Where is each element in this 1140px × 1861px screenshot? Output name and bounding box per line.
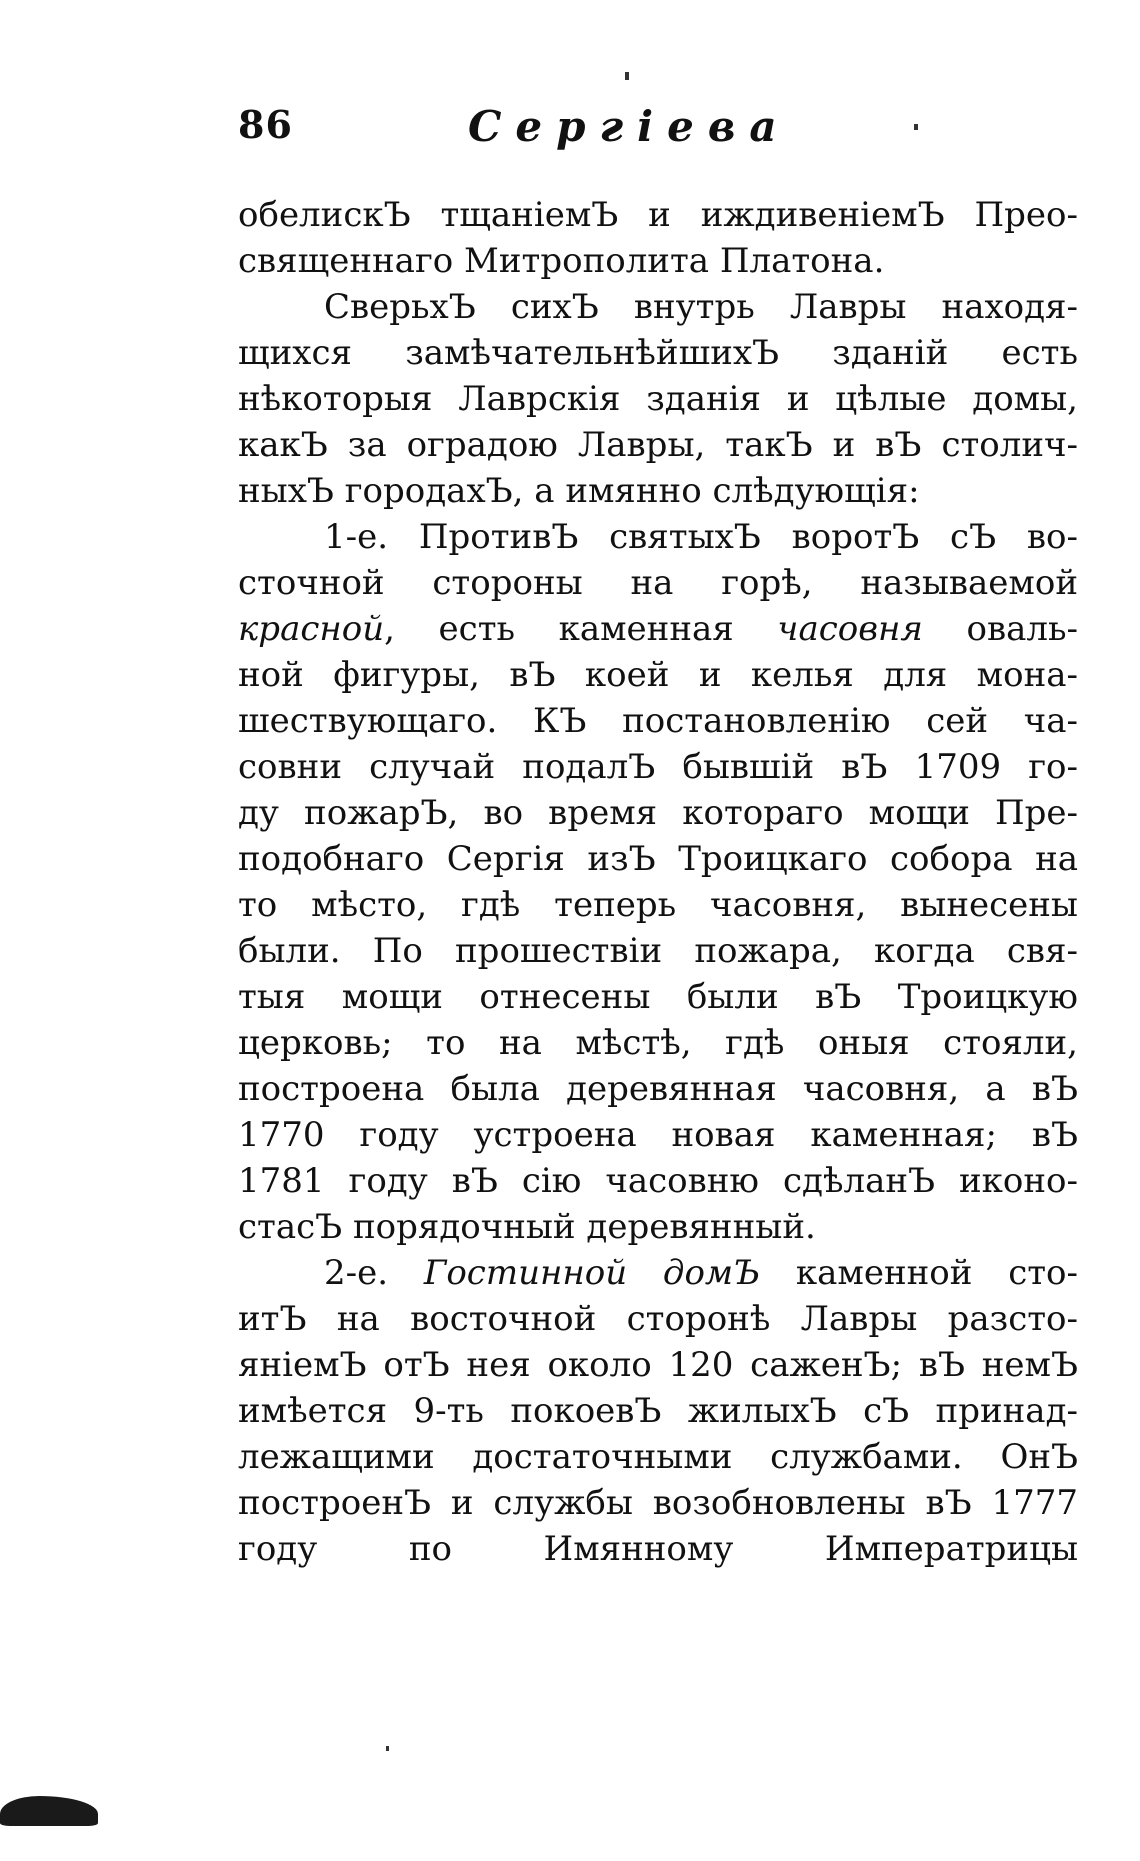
- text-line: году по Имянному Императрицы: [238, 1529, 1078, 1569]
- text-line: лежащими достаточными службами. ОнЪ: [238, 1437, 1078, 1477]
- text-line: нѣкоторыя Лаврскiя зданiя и цѣлые домы,: [238, 379, 1078, 419]
- text-line: построена была деревянная часовня, а вЪ: [238, 1069, 1078, 1109]
- text-line: построенЪ и службы возобновлены вЪ 1777: [238, 1483, 1078, 1523]
- text-line: обелискЪ тщанiемЪ и иждивенiемЪ Прео-: [238, 195, 1078, 235]
- text-line: СверьхЪ сихЪ внутрь Лавры находя-: [324, 287, 1078, 327]
- text-line: то мѣсто, гдѣ теперь часовня, вынесены: [238, 885, 1078, 925]
- text-line: 1-е. ПротивЪ святыхЪ воротЪ сЪ во-: [324, 517, 1078, 557]
- text-line: щихся замѣчательнѣйшихЪ зданiй есть: [238, 333, 1078, 373]
- text-line: ныхЪ городахЪ, а имянно слѣдующiя:: [238, 471, 920, 511]
- print-speck: [386, 1746, 389, 1751]
- text-line: 1781 году вЪ сiю часовню сдѣланЪ иконо-: [238, 1161, 1078, 1201]
- text-line: были. По прошествiи пожара, когда свя-: [238, 931, 1078, 971]
- text-line: 1770 году устроена новая каменная; вЪ: [238, 1115, 1078, 1155]
- text-line: янiемЪ отЪ нея около 120 саженЪ; вЪ немЪ: [238, 1345, 1078, 1385]
- page-number: 86: [238, 102, 293, 147]
- text-line: совни случай подалЪ бывшiй вЪ 1709 го-: [238, 747, 1078, 787]
- text-line: красной, есть каменная часовня оваль-: [238, 609, 1078, 649]
- text-line: священнаго Митрополита Платона.: [238, 241, 885, 281]
- print-speck: [914, 124, 918, 130]
- ink-smudge: [0, 1796, 98, 1826]
- text-line: ду пожарЪ, во время котораго мощи Пре-: [238, 793, 1078, 833]
- text-line: 2-е. Гостинной домЪ каменной сто-: [324, 1253, 1078, 1293]
- text-line: тыя мощи отнесены были вЪ Троицкую: [238, 977, 1078, 1017]
- text-line: итЪ на восточной сторонѣ Лавры разсто-: [238, 1299, 1078, 1339]
- text-line: стасЪ порядочный деревянный.: [238, 1207, 816, 1247]
- text-line: какЪ за оградою Лавры, такЪ и вЪ столич-: [238, 425, 1078, 465]
- running-head: Сергiева: [468, 102, 791, 151]
- text-line: церковь; то на мѣстѣ, гдѣ оныя стояли,: [238, 1023, 1078, 1063]
- page-header: [238, 102, 1058, 158]
- body-text: [238, 192, 1078, 1572]
- print-speck: [625, 72, 629, 80]
- text-line: имѣется 9-ть покоевЪ жилыхЪ сЪ принад-: [238, 1391, 1078, 1431]
- text-line: ной фигуры, вЪ коей и келья для мона-: [238, 655, 1078, 695]
- text-line: шествующаго. КЪ постановленiю сей ча-: [238, 701, 1078, 741]
- text-line: сточной стороны на горѣ, называемой: [238, 563, 1078, 603]
- text-line: подобнаго Сергiя изЪ Троицкаго собора на: [238, 839, 1078, 879]
